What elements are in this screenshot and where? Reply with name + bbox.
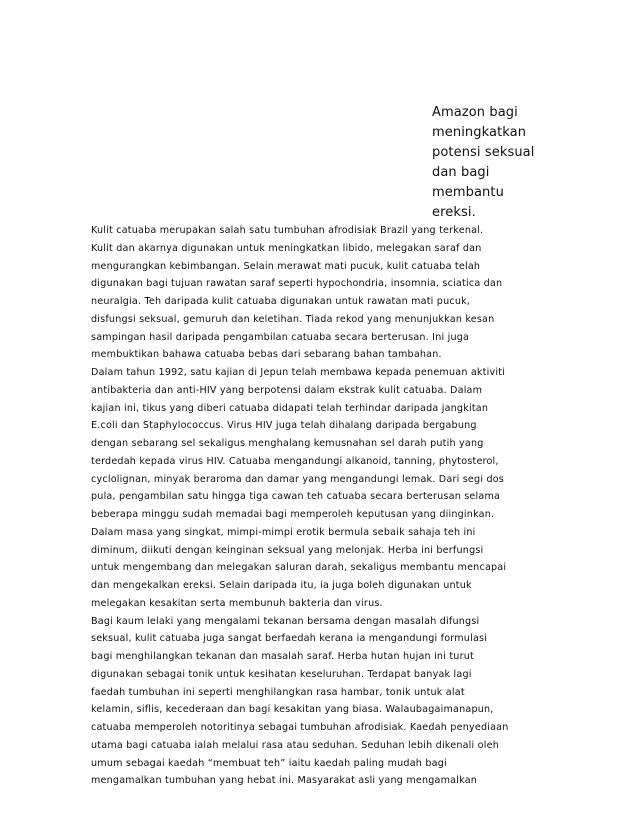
body-text: [91, 222, 551, 790]
body-text-line: diminum, diikuti dengan keinginan seksual yang melonjak. Herba ini berfungsi: [91, 544, 484, 556]
body-text-line: bagi menghilangkan tekanan dan masalah saraf. Herba hutan hujan ini turut: [91, 651, 474, 662]
body-text-line: cyclolignan, minyak beraroma dan damar yang mengandungi lemak. Dari segi dos: [91, 473, 504, 485]
body-text-line: catuaba memperoleh notoritinya sebagai tumbuhan afrodisiak. Kaedah penyediaan: [91, 722, 509, 733]
body-text-line: faedah tumbuhan ini seperti menghilangkan rasa hambar, tonik untuk alat: [91, 686, 465, 698]
body-text-line: beberapa minggu sudah memadai bagi memperoleh keputusan yang diinginkan.: [91, 509, 495, 520]
body-text-line: pula, pengambilan satu hingga tiga cawan teh catuaba secara berterusan selama: [91, 491, 501, 503]
body-text-line: terdedah kepada virus HIV. Catuaba mengandungi alkanoid, tanning, phytosterol,: [91, 455, 499, 467]
body-text-line: untuk mengembang dan melegakan saluran darah, sekaligus membantu mencapai: [91, 562, 507, 574]
body-text-line: mengamalkan tumbuhan yang hebat ini. Masyarakat asli yang mengamalkan: [91, 775, 478, 787]
body-text-line: dan mengekalkan ereksi. Selain daripada itu, ia juga boleh digunakan untuk: [91, 580, 472, 591]
body-text-line: utama bagi catuaba ialah melalui rasa atau seduhan. Seduhan lebih dikenali oleh: [91, 739, 499, 751]
body-text-line: mengurangkan kebimbangan. Selain merawat mati pucuk, kulit catuaba telah: [91, 260, 481, 272]
body-text-line: Bagi kaum lelaki yang mengalami tekanan bersama dengan masalah difungsi: [91, 615, 480, 627]
body-text-line: seksual, kulit catuaba juga sangat berfaedah kerana ia mengandungi formulasi: [91, 633, 488, 645]
sidebar-note: [432, 103, 552, 223]
sidebar-note-line: dan bagi: [432, 165, 490, 180]
body-text-line: Dalam masa yang singkat, mimpi-mimpi erotik bermula sebaik sahaja teh ini: [91, 526, 476, 538]
body-text-line: E.coli dan Staphylococcus. Virus HIV juga telah dihalang daripada bergabung: [91, 420, 477, 432]
body-text-line: melegakan kesakitan serta membunuh bakteria dan virus.: [91, 597, 383, 609]
body-text-line: Kulit dan akarnya digunakan untuk meningkatkan libido, melegakan saraf dan: [91, 242, 482, 254]
sidebar-note-line: meningkatkan: [432, 125, 527, 140]
body-text-line: kajian ini, tikus yang diberi catuaba didapati telah terhindar daripada jangkitan: [91, 402, 489, 414]
sidebar-note-line: Amazon bagi: [432, 105, 518, 120]
body-text-line: antibakteria dan anti-HIV yang berpotensi dalam ekstrak kulit catuaba. Dalam: [91, 384, 483, 396]
body-text-line: membuktikan bahawa catuaba bebas dari sebarang bahan tambahan.: [91, 349, 442, 361]
body-text-line: umum sebagai kaedah “membuat teh” iaitu kaedah paling mudah bagi: [91, 757, 447, 769]
body-text-line: Dalam tahun 1992, satu kajian di Jepun telah membawa kepada penemuan aktiviti: [91, 367, 506, 378]
body-text-line: sampingan hasil daripada pengambilan catuaba secara berterusan. Ini juga: [91, 331, 470, 343]
body-text-line: dengan sebarang sel sekaligus menghalang kemusnahan sel darah putih yang: [91, 438, 484, 449]
body-text-line: digunakan bagi tujuan rawatan saraf seperti hypochondria, insomnia, sciatica dan: [91, 278, 503, 290]
body-text-line: digunakan sebagai tonik untuk kesihatan keseluruhan. Terdapat banyak lagi: [91, 668, 472, 680]
sidebar-note-line: potensi seksual: [432, 145, 535, 160]
body-text-line: Kulit catuaba merupakan salah satu tumbuhan afrodisiak Brazil yang terkenal.: [91, 225, 484, 236]
sidebar-note-line: ereksi.: [432, 205, 476, 220]
body-text-line: disfungsi seksual, gemuruh dan keletihan. Tiada rekod yang menunjukkan kesan: [91, 313, 495, 325]
body-text-line: kelamin, siflis, kecederaan dan bagi kesakitan yang biasa. Walaubagaimanapun,: [91, 704, 494, 716]
body-text-line: neuralgia. Teh daripada kulit catuaba digunakan untuk rawatan mati pucuk,: [91, 296, 471, 307]
sidebar-note-line: membantu: [432, 185, 504, 200]
